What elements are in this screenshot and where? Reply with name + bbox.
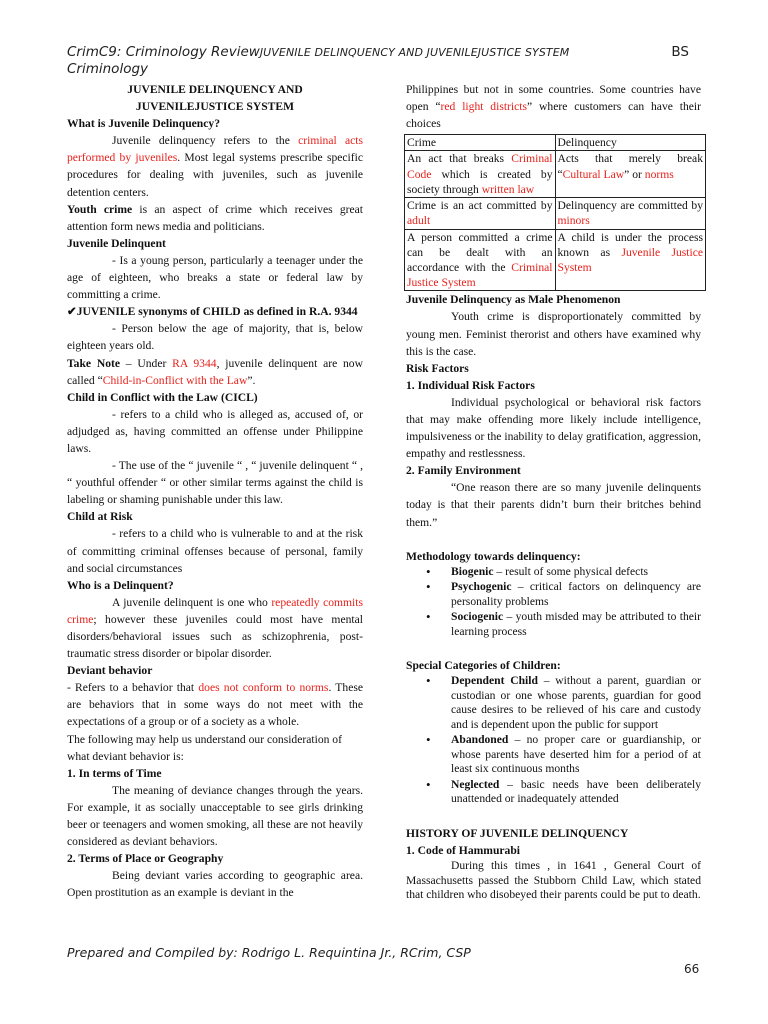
document-title: JUVENILE DELINQUENCY AND JUVENILEJUSTICE SYSTEM — [127, 83, 303, 114]
heading-synonyms: ✔JUVENILE synonyms of CHILD as defined in R.A. 9344 — [67, 305, 358, 319]
individual-risk-definition: Individual psychological or behavioral risk factors that may make offending more likely include intelligence, impulsiveness or the inability to delay gratification, aggression, empathy and restlessness. — [406, 395, 701, 461]
bullet-icon: • — [426, 673, 431, 689]
who-is-delinquent-definition: A juvenile delinquent is one who repeatedly commits crime; however these juveniles could most have mental disorders/behavioral issues such as schizophrenia, post-traumatic stress disorder or bipolar disorder. — [67, 595, 363, 661]
table-header-crime: Crime — [405, 135, 556, 151]
heading-family-environment: 2. Family Environment — [406, 464, 521, 478]
heading-risk-factors: Risk Factors — [406, 361, 469, 375]
heading-individual-risk-factors: 1. Individual Risk Factors — [406, 378, 535, 392]
cicl-definition-1: - refers to a child who is alleged as, accused of, or adjudged as, having committed an offense under Philippine laws. — [67, 407, 363, 455]
synonyms-definition: - Person below the age of majority, that is, below eighteen years old. — [67, 322, 363, 353]
table-row — [405, 229, 706, 291]
heading-terms-of-place: 2. Terms of Place or Geography — [67, 852, 224, 866]
table-row — [405, 151, 706, 198]
heading-methodology: Methodology towards delinquency: — [406, 549, 581, 563]
heading-deviant-behavior: Deviant behavior — [67, 664, 153, 678]
table-cell: Delinquency are committed by minors — [555, 198, 706, 229]
list-item: • Dependent Child – without a parent, guardian or custodian or one whose parents, guardian for good cause desires to be relieved of his care and custody and is dependent upon the public for support — [426, 673, 701, 731]
following-paragraph: The following may help us understand our consideration of what deviant behavior is: — [67, 732, 342, 763]
heading-cicl: Child in Conflict with the Law (CICL) — [67, 390, 258, 404]
child-at-risk-definition: - refers to a child who is vulnerable to and at the risk of committing criminal offenses because of personal, family and social circumstances — [67, 527, 363, 575]
heading-who-is-delinquent: Who is a Delinquent? — [67, 578, 174, 592]
heading-code-of-hammurabi: 1. Code of Hammurabi — [406, 843, 521, 857]
bullet-icon: • — [426, 579, 431, 595]
heading-juvenile-delinquent: Juvenile Delinquent — [67, 236, 166, 250]
list-item: • Abandoned – no proper care or guardianship, or whose parents have deserted him for a period of at least six continuous months — [426, 732, 701, 776]
page-header — [67, 44, 697, 78]
cicl-definition-2: - The use of the “ juvenile “ , “ juvenile delinquent “ , “ youthful offender “ or other similar terms against the child is labeling or shaming punishable under this law. — [67, 459, 363, 507]
heading-male-phenomenon: Juvenile Delinquency as Male Phenomenon — [406, 293, 621, 307]
bullet-icon: • — [426, 609, 431, 625]
table-cell: An act that breaks Criminal Code which is created by society through written law — [405, 151, 556, 198]
program-label: Criminology — [67, 61, 149, 77]
crime-vs-delinquency-table — [404, 134, 706, 291]
list-item: • Sociogenic – youth misded may be attributed to their learning process — [426, 609, 701, 638]
definition-paragraph: Juvenile delinquency refers to the criminal acts performed by juveniles. Most legal systems prescribe specific procedures for dealing with juveniles, such as juvenile detention centers. — [67, 134, 363, 199]
heading-child-at-risk: Child at Risk — [67, 510, 133, 524]
list-item: • Biogenic – result of some physical defects — [426, 563, 649, 579]
footer-credit: Prepared and Compiled by: Rodrigo L. Requintina Jr., RCrim, CSP — [67, 945, 471, 960]
heading-special-categories: Special Categories of Children: — [406, 659, 561, 673]
subject-title: JUVENILE DELINQUENCY AND JUVENILEJUSTICE SYSTEM — [259, 46, 570, 59]
page-number: 66 — [684, 962, 700, 976]
table-cell: Crime is an act committed by adult — [405, 198, 556, 229]
list-item: • Psychogenic – critical factors on delinquency are personality problems — [426, 579, 701, 608]
youth-crime-paragraph: Youth crime is an aspect of crime which receives great attention form news media and politicians. — [67, 202, 364, 233]
family-environment-quote: “One reason there are so many juvenile delinquents today is that their parents didn’t burn their britches behind them.” — [406, 481, 701, 529]
table-header-row — [405, 135, 706, 151]
table-header-delinquency: Delinquency — [555, 135, 706, 151]
heading-what-is-juvenile-delinquency: What is Juvenile Delinquency? — [67, 117, 220, 131]
heading-history: HISTORY OF JUVENILE DELINQUENCY — [406, 826, 629, 840]
terms-of-time-definition: The meaning of deviance changes through the years. For example, it as socially unacceptable to see girls drinking beer or teenagers and women smoking, all these are not heavily considered as deviant behaviors. — [67, 783, 363, 849]
course-title: CrimC9: Criminology Review — [67, 44, 260, 60]
terms-of-place-definition: Being deviant varies according to geographic area. Open prostitution as an example is deviant in the — [67, 869, 363, 900]
table-cell: Acts that merely break “Cultural Law” or norms — [555, 151, 706, 198]
juvenile-delinquent-definition: - Is a young person, particularly a teenager under the age of eighteen, who breaks a state or federal law by committing a crime. — [67, 253, 363, 302]
bullet-icon: • — [426, 776, 431, 792]
hammurabi-definition: During this times , in 1641 , General Court of Massachusetts passed the Stubborn Child Law, which stated that children who disobeyed their parents could be put to death. — [406, 859, 701, 901]
heading-terms-of-time: 1. In terms of Time — [67, 766, 162, 780]
take-note-paragraph: Take Note – Under RA 9344, juvenile delinquent are now called “Child-in-Conflict with the Law”. — [67, 356, 363, 387]
bullet-icon: • — [426, 732, 431, 748]
right-column — [406, 81, 704, 903]
list-item: • Neglected – basic needs have been deliberately unattended or inadequately attended — [426, 776, 701, 806]
degree-label: BS — [671, 44, 689, 60]
table-cell: A child is under the process known as Juvenile Justice System — [555, 229, 706, 291]
table-cell: A person committed a crime can be dealt with an accordance with the Criminal Justice System — [405, 229, 556, 291]
left-column — [67, 81, 363, 902]
male-phenomenon-definition: Youth crime is disproportionately committed by young men. Feminist therorist and others have examined why this is the case. — [406, 310, 701, 358]
bullet-icon: • — [426, 563, 431, 579]
methodology-list — [406, 565, 701, 640]
continued-paragraph: Philippines but not in some countries. Some countries have open “red light districts” where customers can have their choices — [406, 83, 701, 131]
special-categories-list — [406, 674, 701, 807]
deviant-behavior-definition: - Refers to a behavior that does not conform to norms. These are behaviors that in some ways do not meet with the expectations of a group or of a society as a whole. — [67, 681, 363, 729]
table-row — [405, 198, 706, 229]
